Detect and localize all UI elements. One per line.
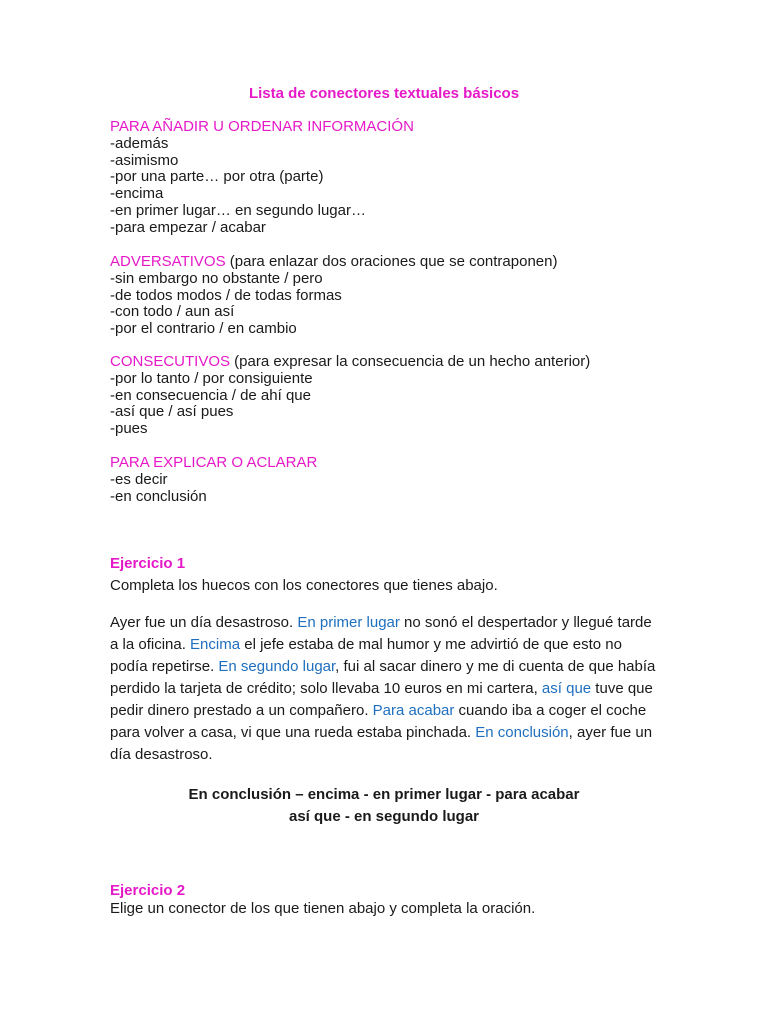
list-item: -pues bbox=[110, 420, 148, 438]
list-item: -además bbox=[110, 134, 169, 152]
list-item: -asimismo bbox=[110, 151, 179, 169]
section-heading-text: CONSECUTIVOS bbox=[110, 353, 231, 370]
list-item: -en consecuencia / de ahí que bbox=[110, 386, 311, 404]
section-heading bbox=[110, 455, 317, 472]
section-heading bbox=[110, 254, 557, 271]
section-heading-text: PARA EXPLICAR O ACLARAR bbox=[110, 454, 318, 471]
list-item: -así que / así pues bbox=[110, 403, 234, 421]
section-adversative bbox=[110, 254, 557, 338]
section-explain bbox=[110, 455, 317, 505]
list-item: -con todo / aun así bbox=[110, 303, 235, 321]
paragraph-text: , fui al sacar dinero y me di cuenta de que había perdido la tarjeta de crédito; solo llevaba 10 euros en mi cartera, bbox=[110, 658, 656, 697]
paragraph-text: Ayer fue un día desastroso. bbox=[110, 614, 298, 631]
filled-connector: así que bbox=[541, 680, 592, 697]
document-title: Lista de conectores textuales básicos bbox=[248, 85, 520, 102]
section-heading bbox=[110, 354, 590, 371]
list-item: -en primer lugar… en segundo lugar… bbox=[110, 201, 366, 219]
list-item: -de todos modos / de todas formas bbox=[110, 286, 342, 304]
paragraph-text: el jefe estaba de mal humor y me advirtió de que esto no podía repetirse. bbox=[110, 636, 622, 675]
word-bank-line-2: así que - en segundo lugar bbox=[288, 808, 480, 825]
filled-connector: Para acabar bbox=[372, 702, 455, 719]
list-item: -por lo tanto / por consiguiente bbox=[110, 369, 313, 387]
filled-connector: En primer lugar bbox=[297, 614, 400, 631]
exercise-2-title: Ejercicio 2 bbox=[110, 882, 186, 899]
word-bank-line-1: En conclusión – encima - en primer lugar - para acabar bbox=[188, 786, 580, 803]
list-item: -por una parte… por otra (parte) bbox=[110, 168, 324, 186]
section-heading bbox=[110, 119, 414, 136]
filled-connector: En conclusión bbox=[475, 724, 569, 741]
list-item: -en conclusión bbox=[110, 487, 207, 505]
section-note: (para enlazar dos oraciones que se contraponen) bbox=[225, 253, 558, 270]
exercise-1-paragraph bbox=[110, 612, 662, 766]
exercise-1-title: Ejercicio 1 bbox=[110, 555, 186, 572]
exercise-1-instruction: Completa los huecos con los conectores que tienes abajo. bbox=[110, 577, 498, 594]
list-item: -por el contrario / en cambio bbox=[110, 320, 297, 338]
list-item: -encima bbox=[110, 185, 164, 203]
filled-connector: En segundo lugar bbox=[218, 658, 336, 675]
list-item: -sin embargo no obstante / pero bbox=[110, 269, 323, 287]
section-heading-text: ADVERSATIVOS bbox=[110, 253, 226, 270]
paragraph-text: no sonó el despertador y llegué tarde a la oficina. bbox=[110, 614, 652, 653]
section-add-order bbox=[110, 119, 414, 237]
filled-connector: Encima bbox=[190, 636, 241, 653]
paragraph-text: cuando iba a coger el coche para volver a casa, vi que una rueda estaba pinchada. bbox=[110, 702, 647, 741]
section-note: (para expresar la consecuencia de un hecho anterior) bbox=[230, 353, 591, 370]
paragraph-text: tuve que pedir dinero prestado a un compañero. bbox=[110, 680, 653, 719]
list-item: -es decir bbox=[110, 470, 168, 488]
exercise-2-instruction: Elige un conector de los que tienen abajo y completa la oración. bbox=[110, 900, 536, 917]
paragraph-text: , ayer fue un día desastroso. bbox=[110, 724, 653, 763]
list-item: -para empezar / acabar bbox=[110, 218, 266, 236]
section-consecutive bbox=[110, 354, 590, 438]
section-heading-text: PARA AÑADIR U ORDENAR INFORMACIÓN bbox=[110, 118, 414, 135]
